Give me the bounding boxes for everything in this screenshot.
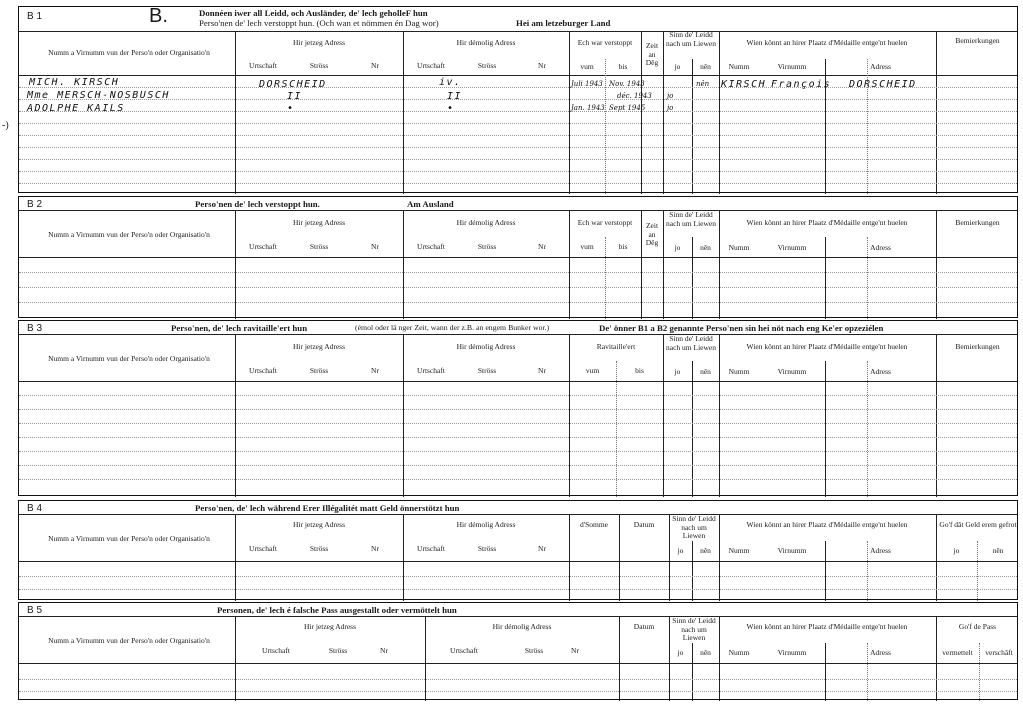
header-town: Urtschaft bbox=[417, 544, 445, 553]
header-from: vum bbox=[580, 62, 594, 71]
header-no: nên bbox=[700, 62, 711, 71]
header-name: Numm a Virnumm vun der Perso'n oder Organisatio'n bbox=[48, 230, 210, 239]
header-medal: Wien könnt an hirer Plaatz d'Médaille entge'nt huelen bbox=[746, 622, 908, 631]
header-medal-first: Virnumm bbox=[777, 367, 807, 376]
header-demolished-address: Hir démolig Adress bbox=[456, 342, 516, 351]
header-sum: d'Somme bbox=[579, 520, 609, 529]
header-pass-returned: Go'f de Pass bbox=[958, 622, 997, 631]
header-demolished-address: Hir démolig Adress bbox=[456, 38, 516, 47]
entry-to: Nov. 1943 bbox=[609, 80, 645, 88]
header-yes: jo bbox=[674, 243, 681, 252]
header-medal-first: Virnumm bbox=[777, 243, 807, 252]
entry-demolished: II bbox=[447, 91, 463, 102]
margin-mark: -) bbox=[2, 120, 9, 131]
entry-name: ADOLPHE KAILS bbox=[27, 103, 125, 114]
header-medal-addr: Adress bbox=[870, 546, 891, 555]
entry-name: Mme MERSCH-NOSBUSCH bbox=[27, 90, 170, 101]
section-title: Perso'nen de' lech verstoppt hun. bbox=[195, 199, 320, 209]
header-town: Urtschaft bbox=[249, 544, 277, 553]
header-medal-first: Virnumm bbox=[777, 648, 807, 657]
header-medal-name: Numm bbox=[728, 243, 750, 252]
header-medal-name: Numm bbox=[728, 367, 750, 376]
section-title: Donnéen iwer all Leidd, och Ausländer, de' lech geholleF hun bbox=[199, 8, 428, 18]
entry-from: Jan. 1943 bbox=[571, 104, 605, 112]
header-current-address: Hir jetzeg Adress bbox=[292, 218, 346, 227]
header-nr: Nr bbox=[380, 646, 388, 655]
header-time: Zeit an Dêg bbox=[645, 41, 659, 67]
section-title: Perso'nen, de' lech während Erer Illégalitét matt Geld önnerstötzt hun bbox=[195, 503, 460, 513]
header-town: Urtschaft bbox=[417, 366, 445, 375]
header-medal-name: Numm bbox=[728, 648, 750, 657]
header-nr: Nr bbox=[538, 544, 546, 553]
header-medal-addr: Adress bbox=[870, 648, 891, 657]
section-code: B 5 bbox=[27, 605, 43, 616]
header-life-sense: Sinn de' Leidd nach um Liewen bbox=[666, 334, 716, 352]
header-nr: Nr bbox=[371, 366, 379, 375]
header-street: Ströss bbox=[309, 544, 329, 553]
section-suffix: Am Ausland bbox=[407, 199, 454, 209]
entry-town: DORSCHEID bbox=[259, 79, 327, 90]
header-made: verschâft bbox=[985, 648, 1013, 657]
header-money-returned: Go'f dât Geld erem gefrot bbox=[939, 520, 1017, 529]
header-street: Ströss bbox=[477, 544, 497, 553]
entry-name: MICH. KIRSCH bbox=[29, 77, 120, 88]
header-current-address: Hir jetzeg Adress bbox=[292, 520, 346, 529]
header-street: Ströss bbox=[524, 646, 544, 655]
header-nr: Nr bbox=[371, 61, 379, 70]
header-medal: Wien könnt an hirer Plaatz d'Médaille entge'nt huelen bbox=[746, 520, 908, 529]
section-b1 bbox=[18, 6, 1018, 193]
header-date: Datum bbox=[633, 520, 655, 529]
header-hidden: Ech war verstoppt bbox=[577, 38, 633, 47]
header-medal-addr: Adress bbox=[870, 62, 891, 71]
header-life-sense: Sinn de' Leidd nach um Liewen bbox=[666, 210, 716, 228]
header-town: Urtschaft bbox=[249, 366, 277, 375]
header-medal-addr: Adress bbox=[870, 367, 891, 376]
header-life-sense: Sinn de' Leidd nach um Liewen bbox=[672, 514, 716, 540]
header-medal: Wien könnt an hirer Plaatz d'Médaille entge'nt huelen bbox=[746, 38, 908, 47]
header-town: Urtschaft bbox=[417, 242, 445, 251]
section-suffix: De' önner B1 a B2 genannte Perso'nen sin hei nöt nach eng Ke'er opzeziélen bbox=[599, 323, 884, 333]
header-nr: Nr bbox=[571, 646, 579, 655]
entry-yes: jo bbox=[667, 92, 674, 100]
entry-to: Sept 1945 bbox=[609, 104, 646, 112]
section-title: Personen, de' lech é falsche Pass ausgestallt oder vermöttelt hun bbox=[217, 605, 457, 615]
header-life-sense: Sinn de' Leidd nach um Liewen bbox=[672, 616, 716, 642]
header-remarks: Bemierkungen bbox=[955, 218, 1000, 227]
header-street: Ströss bbox=[477, 242, 497, 251]
header-no: nên bbox=[992, 546, 1004, 555]
entry-medal-addr: DORSCHEID bbox=[849, 79, 917, 90]
entry-medal-first: François bbox=[771, 79, 832, 90]
header-to: bis bbox=[618, 242, 628, 251]
header-to: bis bbox=[618, 62, 628, 71]
entry-yes: jo bbox=[667, 104, 674, 112]
section-b5 bbox=[18, 602, 1018, 700]
header-current-address: Hir jetzeg Adress bbox=[292, 38, 346, 47]
header-yes: jo bbox=[677, 648, 684, 657]
entry-from: Juli 1943 bbox=[571, 80, 603, 88]
header-medal-addr: Adress bbox=[870, 243, 891, 252]
header-town: Urtschaft bbox=[417, 61, 445, 70]
header-street: Ströss bbox=[309, 242, 329, 251]
header-street: Ströss bbox=[477, 61, 497, 70]
header-town: Urtschaft bbox=[249, 242, 277, 251]
header-street: Ströss bbox=[328, 646, 348, 655]
section-note: (émol oder lä nger Zeit, wann der z.B. an engem Bunker wor.) bbox=[355, 323, 550, 332]
header-remarks: Bemierkungen bbox=[955, 36, 1000, 45]
header-town: Urtschaft bbox=[249, 61, 277, 70]
header-medal: Wien könnt an hirer Plaatz d'Médaille entge'nt huelen bbox=[746, 342, 908, 351]
header-medal: Wien könnt an hirer Plaatz d'Médaille entge'nt huelen bbox=[746, 218, 908, 227]
header-nr: Nr bbox=[538, 366, 546, 375]
header-medal-name: Numm bbox=[728, 546, 750, 555]
header-yes: jo bbox=[674, 367, 681, 376]
header-no: nên bbox=[700, 243, 711, 252]
header-yes: jo bbox=[677, 546, 684, 555]
header-town: Urtschaft bbox=[262, 646, 290, 655]
entry-medal-name: KIRSCH bbox=[721, 79, 767, 90]
section-title: Perso'nen, de' lech ravitaille'ert hun bbox=[171, 323, 308, 333]
header-name: Numm a Virnumm vun der Perso'n oder Organisatio'n bbox=[48, 636, 210, 645]
section-b3 bbox=[18, 320, 1018, 496]
header-no: nên bbox=[700, 367, 711, 376]
header-street: Ströss bbox=[309, 366, 329, 375]
header-life-sense: Sinn de' Leidd nach um Liewen bbox=[666, 30, 716, 48]
header-demolished-address: Hir démolig Adress bbox=[456, 218, 516, 227]
section-code: B 4 bbox=[27, 503, 43, 514]
header-medal-first: Virnumm bbox=[777, 546, 807, 555]
entry-demolished: • bbox=[447, 103, 455, 114]
entry-town: II bbox=[287, 91, 303, 102]
header-name: Numm a Virnumm vun der Perso'n oder Organisatio'n bbox=[48, 354, 210, 363]
entry-demolished: iv. bbox=[439, 77, 462, 88]
entry-no: nên bbox=[696, 80, 710, 88]
entry-to: déc. 1943 bbox=[617, 92, 652, 100]
section-b2 bbox=[18, 196, 1018, 318]
header-current-address: Hir jetzeg Adress bbox=[292, 342, 346, 351]
header-demolished-address: Hir démolig Adress bbox=[492, 622, 552, 631]
header-time: Zeit an Dêg bbox=[645, 221, 659, 247]
header-town: Urtschaft bbox=[450, 646, 478, 655]
header-no: nên bbox=[700, 648, 711, 657]
section-suffix: Hei am letzeburger Land bbox=[516, 18, 611, 28]
header-hidden: Ech war verstoppt bbox=[577, 218, 633, 227]
header-remarks: Bemierkungen bbox=[955, 342, 1000, 351]
header-nr: Nr bbox=[371, 544, 379, 553]
header-demolished-address: Hir démolig Adress bbox=[456, 520, 516, 529]
header-nr: Nr bbox=[371, 242, 379, 251]
header-nr: Nr bbox=[538, 61, 546, 70]
header-current-address: Hir jetzeg Adress bbox=[303, 622, 357, 631]
header-street: Ströss bbox=[309, 61, 329, 70]
header-date: Datum bbox=[633, 622, 655, 631]
section-code: B 2 bbox=[27, 199, 43, 210]
section-code: B 1 bbox=[27, 11, 43, 22]
entry-town: • bbox=[287, 103, 295, 114]
section-subtitle: Perso'nen de' lech verstoppt hun. (Och wan et nömmen én Dag wor) bbox=[199, 18, 439, 28]
header-supplied: Ravitaille'ert bbox=[596, 342, 636, 351]
header-name: Numm a Virnumm vun der Perso'n oder Organisatio'n bbox=[48, 48, 210, 57]
header-medal-first: Virnumm bbox=[777, 62, 807, 71]
header-yes: jo bbox=[953, 546, 960, 555]
header-name: Numm a Virnumm vun der Perso'n oder Organisatio'n bbox=[48, 534, 210, 543]
header-letter: B. bbox=[149, 5, 168, 27]
header-from: vum bbox=[585, 366, 600, 375]
header-to: bis bbox=[635, 366, 644, 375]
header-passed: vermettelt bbox=[942, 648, 973, 657]
header-from: vum bbox=[580, 242, 594, 251]
header-yes: jo bbox=[674, 62, 681, 71]
header-no: nên bbox=[700, 546, 711, 555]
header-street: Ströss bbox=[477, 366, 497, 375]
section-b4 bbox=[18, 500, 1018, 600]
section-code: B 3 bbox=[27, 323, 43, 334]
header-medal-name: Numm bbox=[728, 62, 750, 71]
header-nr: Nr bbox=[538, 242, 546, 251]
